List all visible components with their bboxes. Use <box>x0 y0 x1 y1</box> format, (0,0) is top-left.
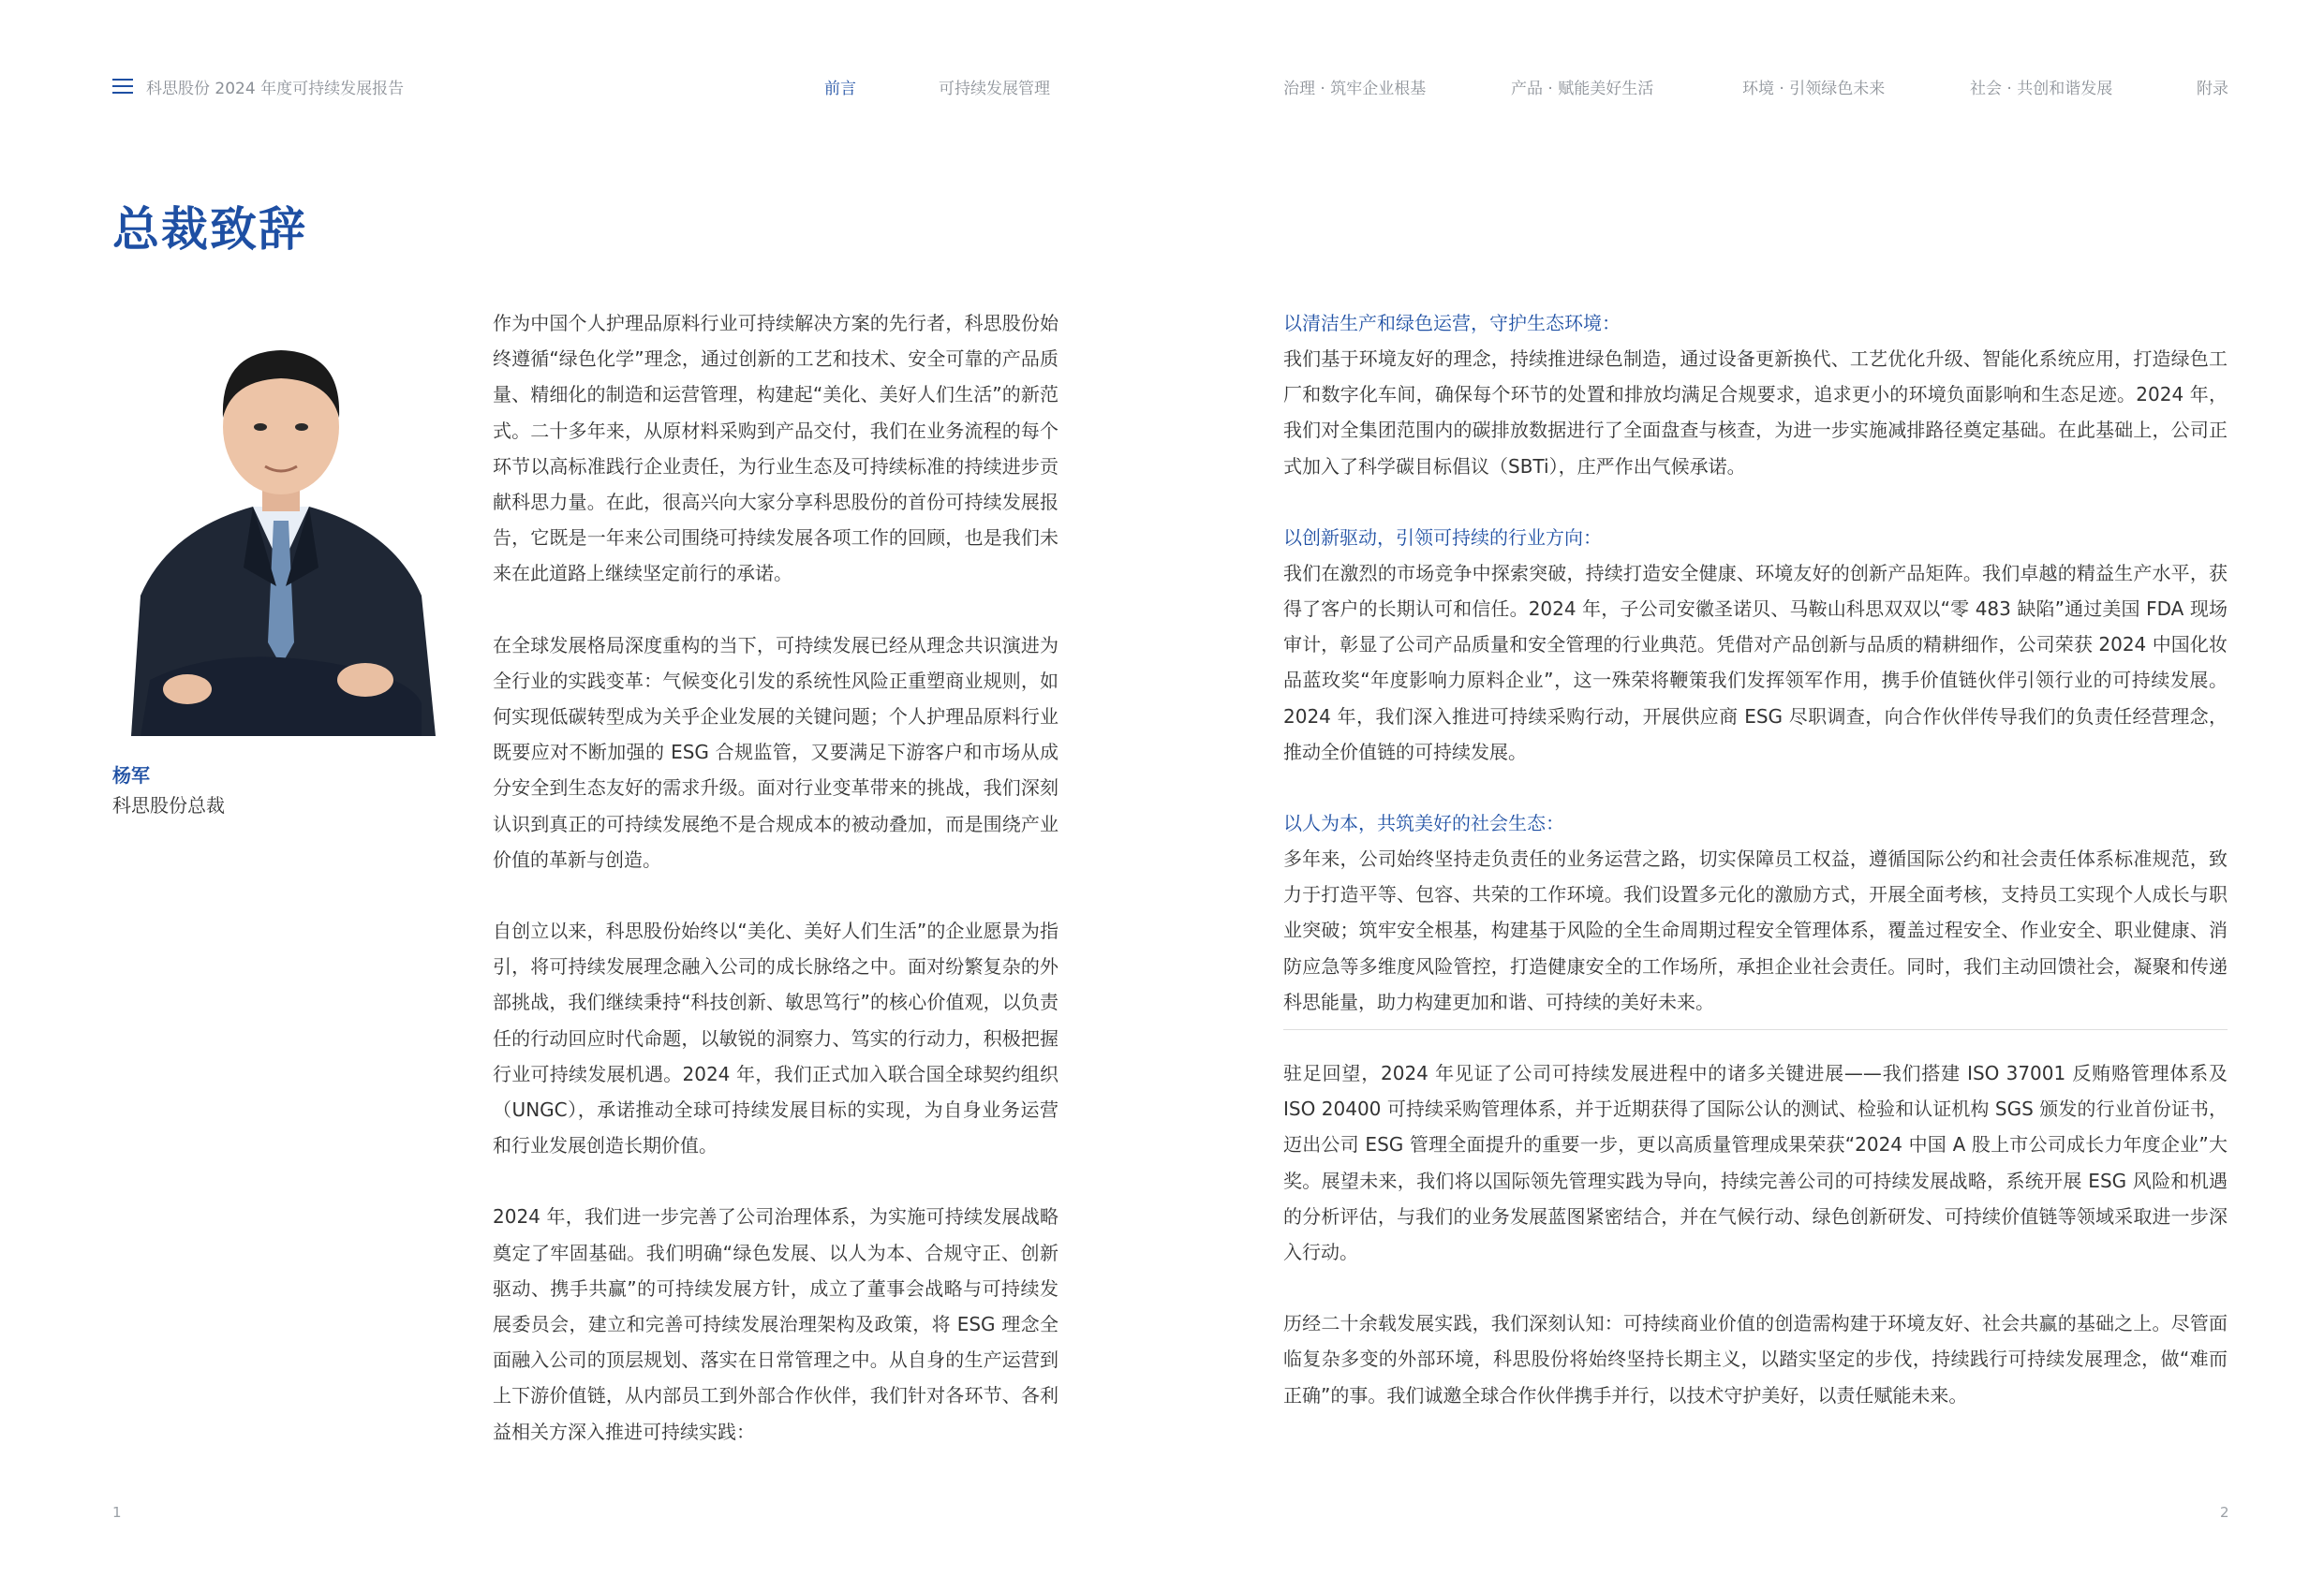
section-text: 我们在激烈的市场竞争中探索突破，持续打造安全健康、环境友好的创新产品矩阵。我们卓越的精益生产水平，获得了客户的长期认可和信任。2024 年，子公司安徽圣诺贝、马鞍山科思双双以“零 483 缺陷”通过美国 FDA 现场审计，彰显了公司产品质量和安全管理的行业典范。凭借对产品创新与品质的精耕细作，公司荣获 2024 中国化妆品蓝玫奖“年度影响力原料企业”，这一殊荣将鞭策我们发挥领军作用，携手价值链伙伴引领行业的可持续发展。2024 年，我们深入推进可持续采购行动，开展供应商 ESG 尽职调查，向合作伙伴传导我们的负责任经营理念，推动全价值链的可持续发展。 <box>1283 561 2228 763</box>
president-name: 杨军 <box>112 764 150 787</box>
page-number-right: 2 <box>2220 1504 2229 1521</box>
section-heading-environment: 以清洁生产和绿色运营，守护生态环境： <box>1283 312 1621 334</box>
paragraph: 驻足回望，2024 年见证了公司可持续发展进程中的诸多关键进展——我们搭建 ISO 37001 反贿赂管理体系及 ISO 20400 可持续采购管理体系，并于近期获得了国际公认的测试、检验和认证机构 SGS 颁发的行业首份证书，迈出公司 ESG 管理全面提升的重要一步，更以高质量管理成果荣获“2024 中国 A 股上市公司成长力年度企业”大奖。展望未来，我们将以国际领先管理实践为导向，持续完善公司的可持续发展战略，系统开展 ESG 风险和机遇的分析评估，与我们的业务发展蓝图紧密结合，并在气候行动、绿色创新研发、可持续价值链等领域采取进一步深入行动。 <box>1283 1062 2228 1264</box>
nav-tab-environment[interactable]: 环境 · 引领绿色未来 <box>1742 80 1886 98</box>
nav-tab-sustainability-management[interactable]: 可持续发展管理 <box>939 80 1050 98</box>
divider <box>1283 1029 2228 1030</box>
right-text-column <box>1283 305 2228 1413</box>
top-navigation <box>0 0 2324 112</box>
paragraph: 历经二十余载发展实践，我们深刻认知：可持续商业价值的创造需构建于环境友好、社会共赢的基础之上。尽管面临复杂多变的外部环境，科思股份将始终坚持长期主义，以踏实坚定的步伐，持续践行可持续发展理念，做“难而正确”的事。我们诚邀全球合作伙伴携手并行，以技术守护美好，以责任赋能未来。 <box>1283 1312 2228 1407</box>
section-heading-people: 以人为本，共筑美好的社会生态： <box>1283 812 1564 835</box>
left-text-column <box>493 305 1058 1450</box>
page-title: 总裁致辞 <box>112 202 307 257</box>
menu-icon[interactable] <box>112 79 133 94</box>
section-heading-innovation: 以创新驱动，引领可持续的行业方向： <box>1283 525 1602 549</box>
president-portrait <box>112 287 445 736</box>
nav-tab-products[interactable]: 产品 · 赋能美好生活 <box>1511 80 1654 98</box>
president-title: 科思股份总裁 <box>112 794 225 817</box>
nav-tab-society[interactable]: 社会 · 共创和谐发展 <box>1970 80 2113 98</box>
nav-tab-governance[interactable]: 治理 · 筑牢企业根基 <box>1283 80 1427 98</box>
page-number-left: 1 <box>112 1504 122 1521</box>
paragraph: 在全球发展格局深度重构的当下，可持续发展已经从理念共识演进为全行业的实践变革：气候变化引发的系统性风险正重塑商业规则，如何实现低碳转型成为关乎企业发展的关键问题；个人护理品原料行业既要应对不断加强的 ESG 合规监管，又要满足下游客户和市场从成分安全到生态友好的需求升级。面对行业变革带来的挑战，我们深刻认识到真正的可持续发展绝不是合规成本的被动叠加，而是围绕产业价值的革新与创造。 <box>493 633 1058 871</box>
report-title: 科思股份 2024 年度可持续发展报告 <box>146 80 405 98</box>
nav-tab-appendix[interactable]: 附录 <box>2197 80 2228 98</box>
paragraph: 2024 年，我们进一步完善了公司治理体系，为实施可持续发展战略奠定了牢固基础。我们明确“绿色发展、以人为本、合规守正、创新驱动、携手共赢”的可持续发展方针，成立了董事会战略与可持续发展委员会，建立和完善可持续发展治理架构及政策，将 ESG 理念全面融入公司的顶层规划、落实在日常管理之中。从自身的生产运营到上下游价值链，从内部员工到外部合作伙伴，我们针对各环节、各利益相关方深入推进可持续实践： <box>493 1205 1058 1443</box>
section-text: 我们基于环境友好的理念，持续推进绿色制造，通过设备更新换代、工艺优化升级、智能化系统应用，打造绿色工厂和数字化车间，确保每个环节的处置和排放均满足合规要求，追求更小的环境负面影响和生态足迹。2024 年，我们对全集团范围内的碳排放数据进行了全面盘查与核查，为进一步实施减排路径奠定基础。在此基础上，公司正式加入了科学碳目标倡议（SBTi），庄严作出气候承诺。 <box>1283 347 2228 478</box>
paragraph: 自创立以来，科思股份始终以“美化、美好人们生活”的企业愿景为指引，将可持续发展理念融入公司的成长脉络之中。面对纷繁复杂的外部挑战，我们继续秉持“科技创新、敏思笃行”的核心价值观，以负责任的行动回应时代命题，以敏锐的洞察力、笃实的行动力，积极把握行业可持续发展机遇。2024 年，我们正式加入联合国全球契约组织（UNGC），承诺推动全球可持续发展目标的实现，为自身业务运营和行业发展创造长期价值。 <box>493 920 1058 1157</box>
nav-tab-preface[interactable]: 前言 <box>824 80 856 98</box>
paragraph: 作为中国个人护理品原料行业可持续解决方案的先行者，科思股份始终遵循“绿色化学”理念，通过创新的工艺和技术、安全可靠的产品质量、精细化的制造和运营管理，构建起“美化、美好人们生活”的新范式。二十多年来，从原材料采购到产品交付，我们在业务流程的每个环节以高标准践行企业责任，为行业生态及可持续标准的持续进步贡献科思力量。在此，很高兴向大家分享科思股份的首份可持续发展报告，它既是一年来公司围绕可持续发展各项工作的回顾，也是我们未来在此道路上继续坚定前行的承诺。 <box>493 312 1058 585</box>
section-text: 多年来，公司始终坚持走负责任的业务运营之路，切实保障员工权益，遵循国际公约和社会责任体系标准规范，致力于打造平等、包容、共荣的工作环境。我们设置多元化的激励方式，开展全面考核，支持员工实现个人成长与职业突破；筑牢安全根基，构建基于风险的全生命周期过程安全管理体系，覆盖过程安全、作业安全、职业健康、消防应急等多维度风险管控，打造健康安全的工作场所，承担企业社会责任。同时，我们主动回馈社会，凝聚和传递科思能量，助力构建更加和谐、可持续的美好未来。 <box>1283 847 2228 1013</box>
